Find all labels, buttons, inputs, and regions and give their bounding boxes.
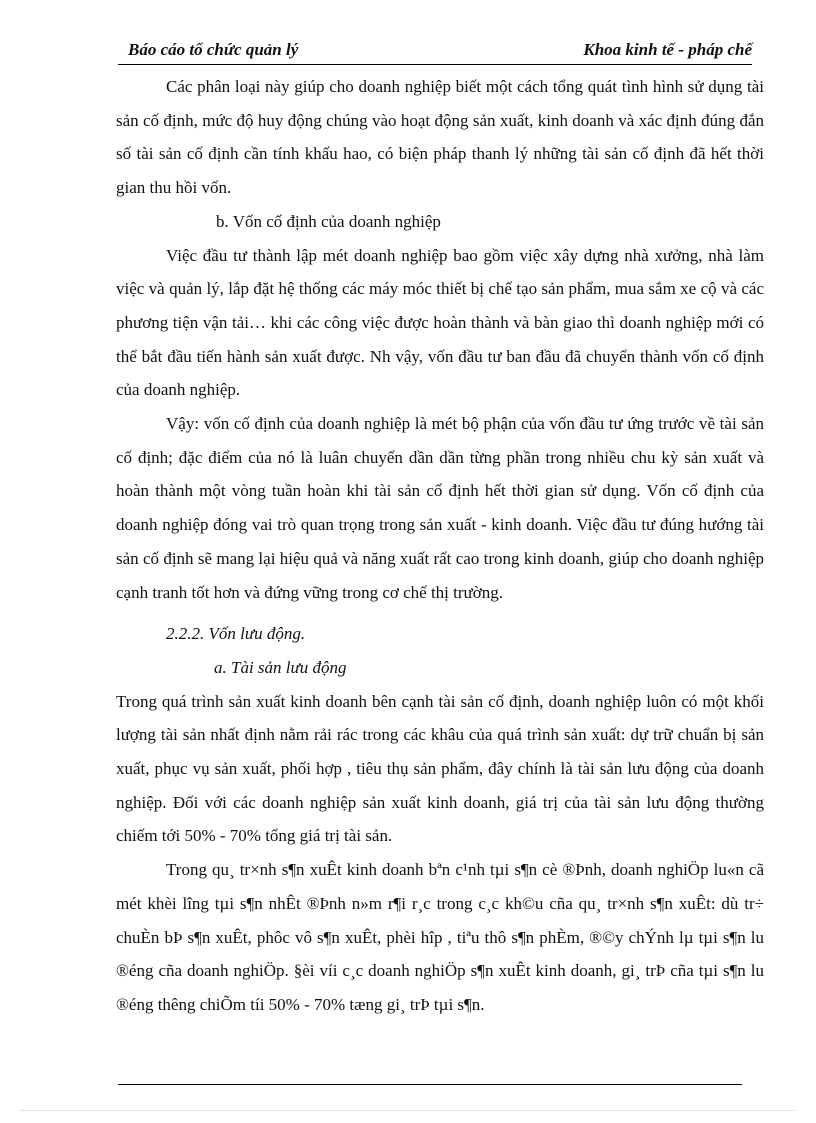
paragraph-classification: Các phân loại này giúp cho doanh nghiệp biết một cách tổng quát tình hình sử dụng tài sản cố định, mức độ huy động chúng vào hoạt động sản xuất, kinh doanh và xác định đúng đắn số tài sản cố định cần tính khấu hao, có biện pháp thanh lý những tài sản cố định đã hết thời gian thu hồi vốn. [116,77,764,198]
document-body [116,70,764,1022]
paragraph-current-assets-legacy-encoding: Trong qu¸ tr×nh s¶n xuÊt kinh doanh bªn c¹nh tµi s¶n cè ®Þnh, doanh nghiÖp lu«n cã mét khèi lîng tµi s¶n nhÊt ®Þnh n»m r¶i r¸c trong c¸c kh©u cña qu¸ tr×nh s¶n xuÊt: dù tr÷ chuÈn bÞ s¶n xuÊt, phôc vô s¶n xuÊt, phèi hîp , tiªu thô s¶n phÈm, ®©y chÝnh lµ tµi s¶n lu ®éng cña doanh nghiÖp. §èi víi c¸c doanh nghiÖp s¶n xuÊt kinh doanh, gi¸ trÞ cña tµi s¶n lu ®éng thêng chiÕm tíi 50% - 70% tæng gi¸ trÞ tµi s¶n. [116,860,764,1014]
header-divider [118,64,752,65]
paragraph-current-assets: Trong quá trình sản xuất kinh doanh bên cạnh tài sản cố định, doanh nghiệp luôn có một khối lượng tài sản nhất định nằm rải rác trong các khâu của quá trình sản xuất: dự trữ chuẩn bị sản xuất, phục vụ sản xuất, phối hợp , tiêu thụ sản phẩm, đây chính là tài sản lưu động của doanh nghiệp. Đối với các doanh nghiệp sản xuất kinh doanh, giá trị của tài sản lưu động thường chiếm tới 50% - 70% tổng giá trị tài sản. [116,691,764,846]
heading-current-assets: a. Tài sản lưu động [214,657,347,677]
heading-fixed-capital: b. Vốn cố định của doanh nghiệp [216,211,441,231]
page-edge [20,1110,796,1111]
paragraph-fixed-capital-definition: Vậy: vốn cố định của doanh nghiệp là mét bộ phận của vốn đầu tư ứng trước về tài sản cố định; đặc điểm của nó là luân chuyển dần dần từng phần trong nhiều chu kỳ sản xuất và hoàn thành một vòng tuần hoàn khi tài sản cố định hết thời gian sử dụng. Vốn cố định của doanh nghiệp đóng vai trò quan trọng trong sản xuất - kinh doanh. Việc đầu tư đúng hướng tài sản cố định sẽ mang lại hiệu quả và năng xuất rất cao trong kinh doanh, giúp cho doanh nghiệp cạnh tranh tốt hơn và đứng vững trong cơ chế thị trường. [116,414,764,602]
paragraph-investment: Việc đầu tư thành lập mét doanh nghiệp bao gồm việc xây dựng nhà xưởng, nhà làm việc và quản lý, lắp đặt hệ thống các máy móc thiết bị chế tạo sản phẩm, mua sắm xe cộ và các phương tiện vận tải… khi các công việc được hoàn thành và bàn giao thì doanh nghiệp mới có thể bắt đầu tiến hành sản xuất được. Nh vậy, vốn đầu tư ban đầu đã chuyển thành vốn cố định của doanh nghiệp. [116,245,764,400]
section-heading-working-capital: 2.2.2. Vốn lưu động. [166,624,306,644]
spacer [116,609,764,617]
footer-divider [118,1084,742,1085]
page-header [118,38,752,64]
header-left-title: Báo cáo tổ chức quản lý [128,40,299,59]
header-right-title: Khoa kinh tế - pháp chế [583,40,752,59]
